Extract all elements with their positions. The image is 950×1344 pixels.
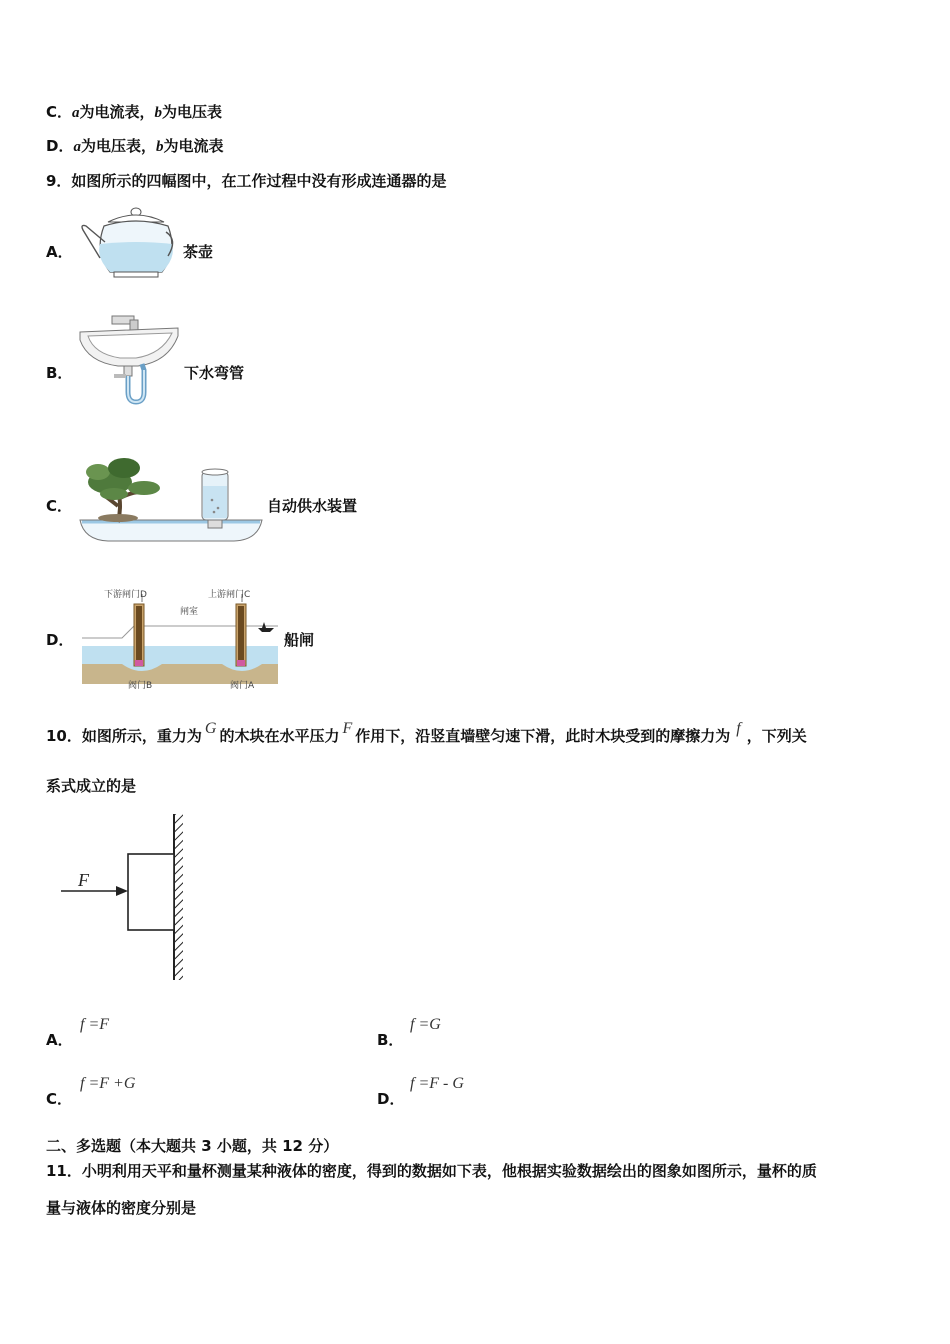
section2-heading: 二、多选题（本大题共 3 小题，共 12 分）: [46, 1137, 339, 1155]
q9-option-a-letter: A．: [46, 243, 73, 261]
block-wall-diagram: [58, 812, 188, 984]
sink-drain-image: [78, 314, 182, 406]
q9-option-c-caption: 自动供水装置: [267, 497, 358, 515]
q10-stem-line1: 10．如图所示，重力为 G 的木块在水平压力 F 作用下，沿竖直墙壁匀速下滑，此时木块受到的摩擦力为 f ，下列关: [46, 720, 807, 745]
q10-var-g: G: [204, 720, 217, 737]
ship-lock-figure: [82, 584, 278, 694]
lock-label-valve-b: 阀门B: [128, 681, 153, 691]
q8-option-c: C．a为电流表，b为电压表: [46, 103, 223, 121]
q9-option-d-caption: 船闸: [284, 631, 315, 649]
q10-var-f-cap: F: [342, 720, 353, 737]
q11-stem-line2: 量与液体的密度分别是: [46, 1199, 197, 1217]
teapot-image: [78, 204, 178, 284]
q9-option-a-caption: 茶壶: [183, 243, 214, 261]
auto-water-supply-image: [78, 446, 264, 544]
q10-option-b-formula: f =G: [410, 1016, 441, 1033]
q10-option-c-formula: f =F +G: [80, 1075, 136, 1092]
q10-stem-line2: 系式成立的是: [46, 777, 137, 795]
block-wall-figure: [58, 812, 188, 984]
q9-option-c-letter: C．: [46, 497, 73, 515]
q9-option-d-letter: D．: [46, 631, 74, 649]
q9-option-b-caption: 下水弯管: [184, 364, 245, 382]
lock-label-valve-a: 阀门A: [230, 681, 255, 691]
lock-label-chamber: 闸室: [180, 607, 199, 617]
lock-label-gate-d: 下游闸门D: [104, 590, 147, 600]
q10-var-f: f: [736, 720, 741, 737]
q11-stem-line1: 11．小明利用天平和量杯测量某种液体的密度，得到的数据如下表，他根据实验数据绘出的图象如图所示，量杯的质: [46, 1162, 817, 1180]
q8-option-d: D．a为电压表，b为电流表: [46, 137, 224, 155]
q10-option-d-letter: D．: [377, 1090, 405, 1108]
q9-option-b-letter: B．: [46, 364, 73, 382]
q10-option-d-formula: f =F - G: [410, 1075, 464, 1092]
lock-label-gate-c: 上游闸门C: [208, 590, 251, 600]
q10-option-a-letter: A．: [46, 1031, 73, 1049]
q9-stem: 9．如图所示的四幅图中，在工作过程中没有形成连通器的是: [46, 172, 447, 190]
q10-option-c-letter: C．: [46, 1090, 73, 1108]
q10-option-b-letter: B．: [377, 1031, 404, 1049]
force-label-f: F: [78, 870, 89, 890]
q10-option-a-formula: f =F: [80, 1016, 110, 1033]
